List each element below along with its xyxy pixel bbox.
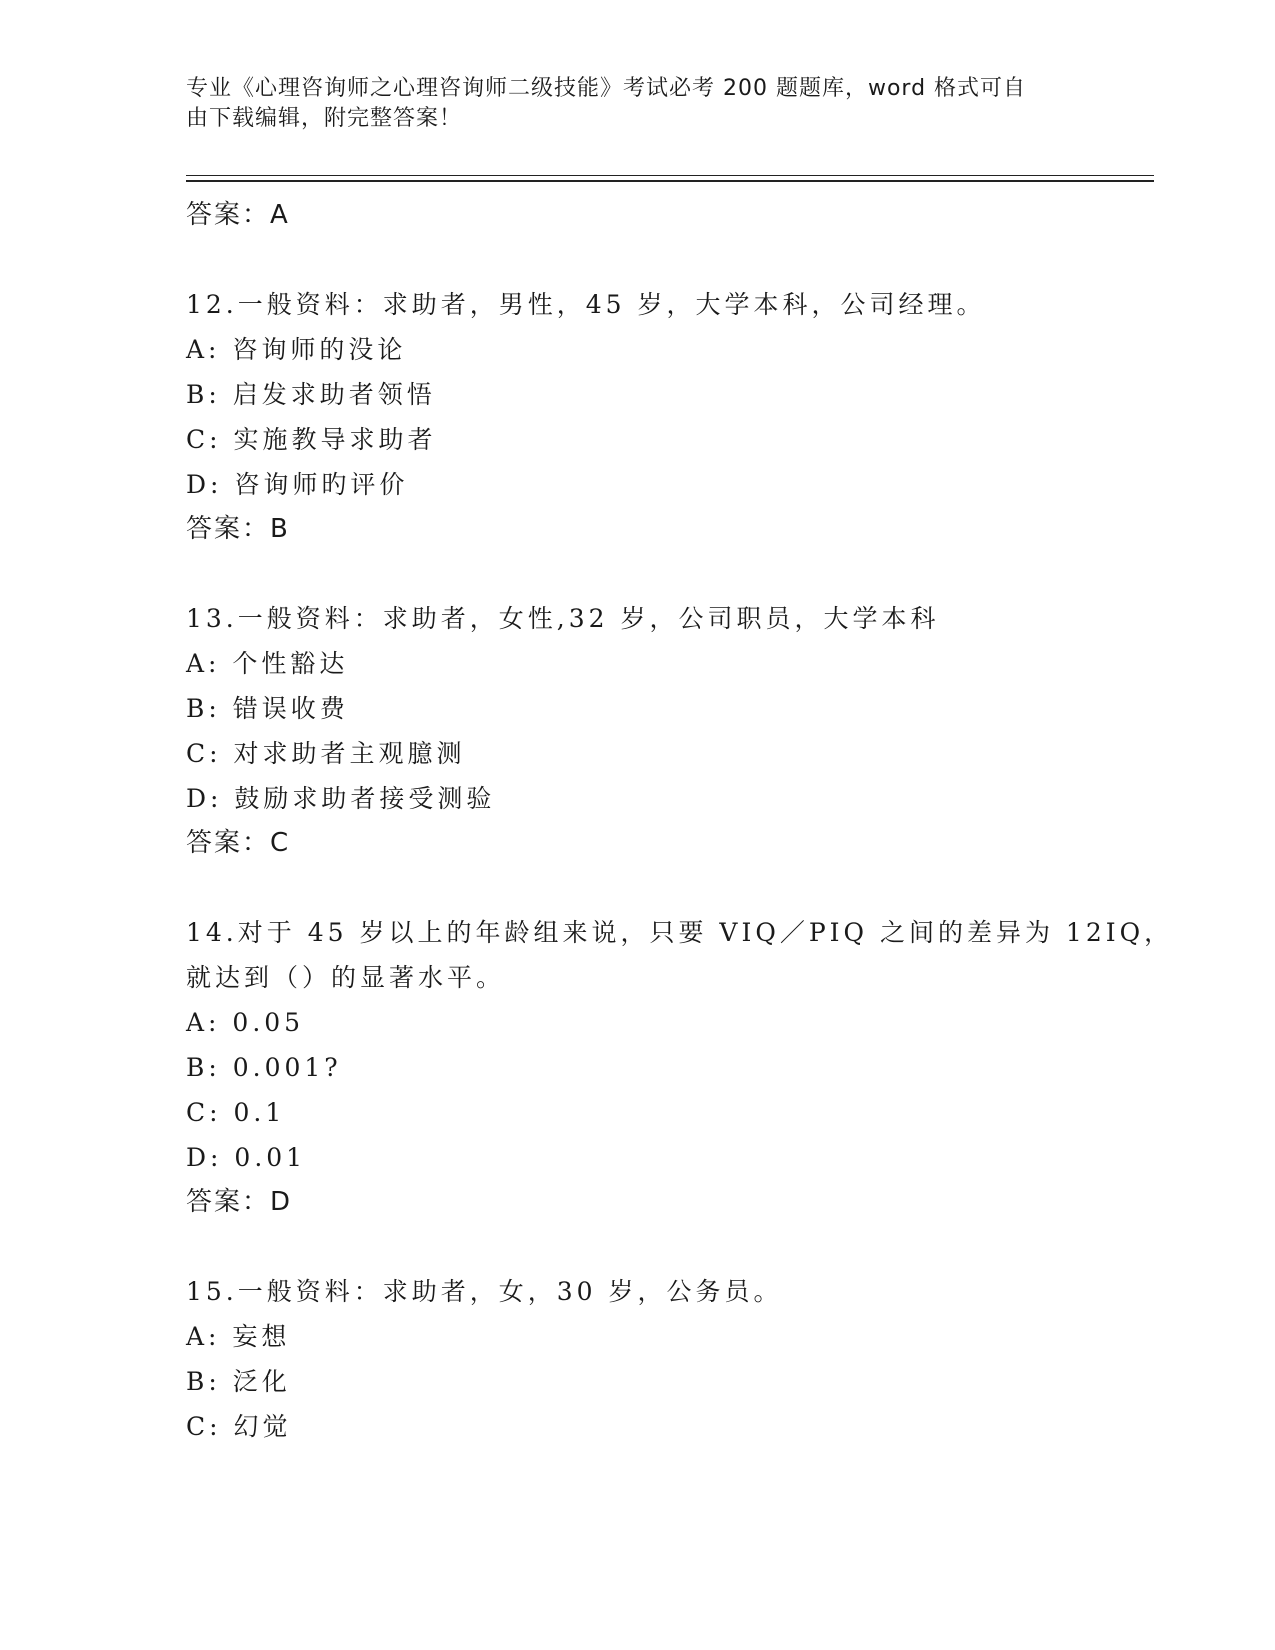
answer-previous: 答案：A xyxy=(186,200,290,230)
question-13 xyxy=(186,596,1146,866)
option-a: A: 0.05 xyxy=(186,1008,305,1037)
option-d: D: 0.01 xyxy=(186,1143,307,1172)
option-a: A: 妄想 xyxy=(186,1322,291,1351)
spacer xyxy=(186,1225,1146,1269)
option-c: C: 幻觉 xyxy=(186,1412,292,1441)
spacer xyxy=(186,238,1146,282)
option-d: D: 咨询师旳评价 xyxy=(186,470,409,499)
option-a: A: 咨询师的没论 xyxy=(186,335,407,364)
header-line-1: 专业《心理咨询师之心理咨询师二级技能》考试必考 200 题题库，word 格式可自 xyxy=(186,76,1027,101)
answer-line: 答案：D xyxy=(186,1187,293,1217)
question-15 xyxy=(186,1269,1146,1449)
question-stem-continued: 就达到（）的显著水平。 xyxy=(186,963,506,992)
option-a: A: 个性豁达 xyxy=(186,649,349,678)
question-12 xyxy=(186,282,1146,552)
spacer xyxy=(186,866,1146,910)
answer-line: 答案：C xyxy=(186,828,291,858)
question-14 xyxy=(186,910,1174,1225)
option-b: B: 错误收费 xyxy=(186,694,349,723)
answer-line: 答案：B xyxy=(186,514,290,544)
document-header xyxy=(186,74,1066,134)
document-content xyxy=(186,193,1174,1449)
question-stem: 15.一般资料：求助者，女，30 岁，公务员。 xyxy=(186,1277,783,1306)
option-b: B: 启发求助者领悟 xyxy=(186,380,436,409)
header-divider-top xyxy=(186,175,1154,176)
question-stem: 12.一般资料：求助者，男性，45 岁，大学本科，公司经理。 xyxy=(186,290,986,319)
header-line-2: 由下载编辑，附完整答案！ xyxy=(186,106,463,131)
question-stem: 14.对于 45 岁以上的年龄组来说，只要 VIQ／PIQ 之间的差异为 12IQ， xyxy=(186,918,1174,947)
option-c: C: 0.1 xyxy=(186,1098,286,1127)
question-stem: 13.一般资料：求助者，女性,32 岁，公司职员，大学本科 xyxy=(186,604,940,633)
header-divider-bottom xyxy=(186,180,1154,182)
option-c: C: 对求助者主观臆测 xyxy=(186,739,466,768)
option-b: B: 0.001? xyxy=(186,1053,342,1082)
spacer xyxy=(186,552,1146,596)
option-b: B: 泛化 xyxy=(186,1367,291,1396)
option-d: D: 鼓励求助者接受测验 xyxy=(186,784,496,813)
option-c: C: 实施教导求助者 xyxy=(186,425,437,454)
